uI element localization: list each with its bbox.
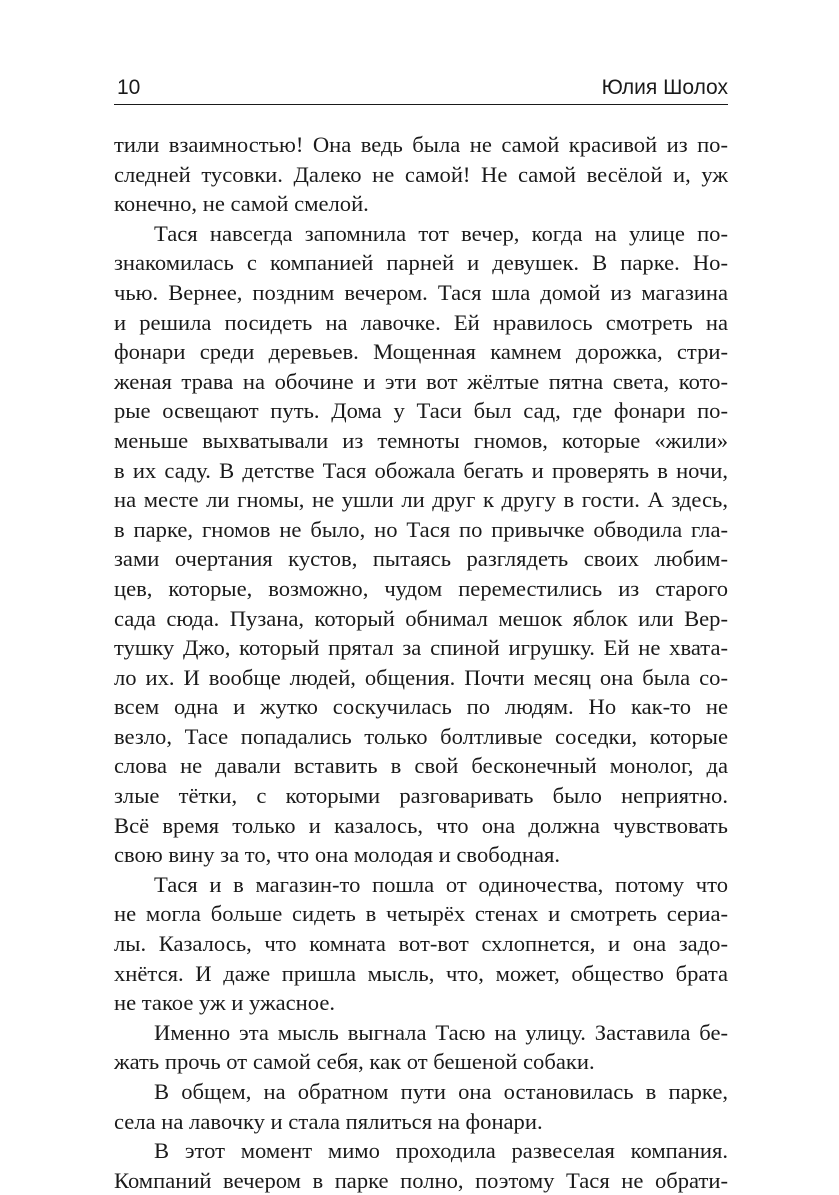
text-line: цев, которые, возможно, чудом переместились из старого [114,575,728,601]
running-header [114,74,728,105]
text-line: меньше выхватывали из темноты гномов, которые «жили» [114,427,728,453]
text-line: женая трава на обочине и эти вот жёлтые пятна света, кото- [114,368,728,394]
text-line: жать прочь от самой себя, как от бешеной собаки. [114,1049,595,1075]
text-line: следней тусовки. Далеко не самой! Не самой весёлой и, уж [114,161,728,187]
body-text [114,130,728,1195]
text-line: всем одна и жутко соскучилась по людям. Но как-то не [114,694,728,720]
page-number: 10 [117,76,141,99]
text-line: в парке, гномов не было, но Тася по привычке обводила гла- [114,516,728,542]
text-line: хнётся. И даже пришла мысль, что, может, общество брата [114,960,728,986]
text-line: зами очертания кустов, пытаясь разглядеть своих любим- [114,546,728,572]
text-line: Всё время только и казалось, что она должна чувствовать [114,812,728,838]
text-line: сада сюда. Пузана, который обнимал мешок яблок или Вер- [114,605,728,631]
text-line: села на лавочку и стала пялиться на фонари. [114,1108,543,1134]
text-line: Именно эта мысль выгнала Тасю на улицу. Заставила бе- [154,1019,728,1045]
text-line: фонари среди деревьев. Мощенная камнем дорожка, стри- [114,339,728,365]
text-line: В общем, на обратном пути она остановилась в парке, [154,1079,728,1104]
text-line: рые освещают путь. Дома у Таси был сад, где фонари по- [114,398,728,424]
text-line: ло их. И вообще людей, общения. Почти месяц она была со- [114,664,728,690]
text-line: Компаний вечером в парке полно, поэтому Тася не обрати- [114,1167,728,1193]
text-line: не такое уж и ужасное. [114,990,336,1016]
text-line: в их саду. В детстве Тася обожала бегать и проверять в ночи, [114,457,728,483]
text-line: тили взаимностью! Она ведь была не самой красивой из по- [114,132,728,157]
text-line: знакомилась с компанией парней и девушек. В парке. Но- [114,250,728,276]
text-line: и решила посидеть на лавочке. Ей нравилось смотреть на [114,309,728,335]
text-line: не могла больше сидеть в четырёх стенах и смотреть сериа- [114,901,728,927]
text-line: чью. Вернее, поздним вечером. Тася шла домой из магазина [114,279,728,305]
text-line: везло, Тасе попадались только болтливые соседки, которые [114,723,728,749]
text-line: лы. Казалось, что комната вот-вот схлопнется, и она задо- [114,931,728,957]
text-line: Тася навсегда запомнила тот вечер, когда на улице по- [154,220,728,246]
text-line: свою вину за то, что она молодая и свободная. [114,842,561,868]
text-line: В этот момент мимо проходила развеселая компания. [154,1138,728,1164]
text-line: Тася и в магазин-то пошла от одиночества, потому что [154,871,728,897]
text-line: конечно, не самой смелой. [114,191,369,217]
text-line: тушку Джо, который прятал за спиной игрушку. Ей не хвата- [114,635,728,661]
text-line: злые тётки, с которыми разговаривать было неприятно. [114,783,728,809]
running-title-author: Юлия Шолох [601,76,728,99]
text-line: слова не давали вставить в свой бесконечный монолог, да [114,753,728,779]
text-line: на месте ли гномы, не ушли ли друг к другу в гости. А здесь, [114,487,728,513]
